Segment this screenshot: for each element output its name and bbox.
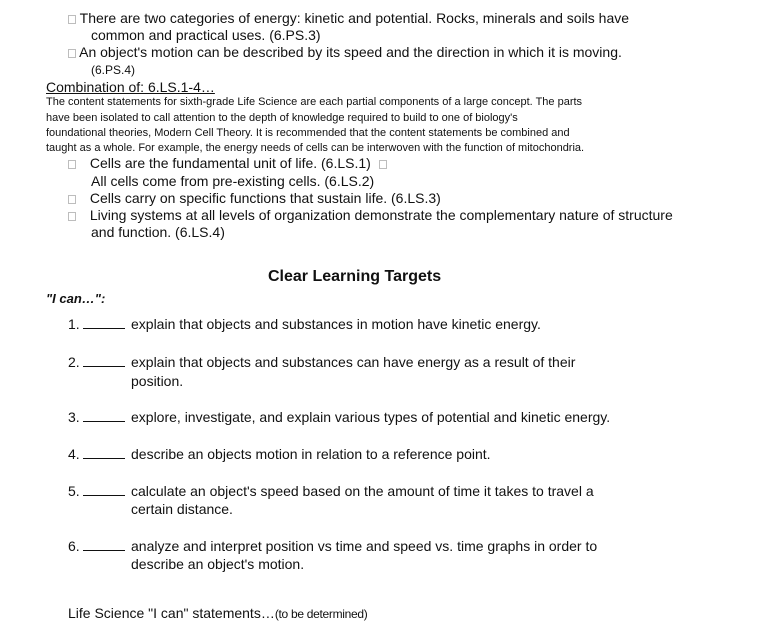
target-6	[68, 538, 125, 554]
blank-line	[83, 409, 125, 422]
target-1	[68, 316, 125, 332]
bullet-box-icon	[68, 212, 76, 221]
target-3-line1: explore, investigate, and explain various types of potential and kinetic energy.	[131, 409, 611, 425]
target-number: 4.	[68, 446, 80, 462]
paragraph-line-4: taught as a whole. For example, the energy needs of cells can be interwoven with the function of mitochondria.	[46, 142, 585, 154]
target-6-line2: describe an object's motion.	[131, 556, 305, 572]
blank-line	[83, 446, 125, 459]
ican-label: "I can…":	[46, 291, 106, 306]
ls-item-4-line2: and function. (6.LS.4)	[91, 224, 225, 240]
ls-item-2-text: All cells come from pre-existing cells. (6.LS.2)	[91, 173, 375, 189]
ps-item-2-line1: An object's motion can be described by its speed and the direction in which it is moving.	[79, 44, 622, 60]
ls-item-1	[68, 155, 387, 172]
bullet-box-icon	[68, 160, 76, 169]
ps-item-1-line1: There are two categories of energy: kinetic and potential. Rocks, minerals and soils have	[79, 10, 630, 26]
ls-item-3	[68, 190, 441, 207]
ps-item-1	[68, 10, 629, 27]
paragraph-line-2: have been isolated to call attention to the depth of knowledge required to build to one of biology's	[46, 112, 518, 124]
ls-item-3-text: Cells carry on specific functions that sustain life. (6.LS.3)	[89, 190, 441, 206]
target-2	[68, 354, 125, 370]
target-2-line2: position.	[131, 373, 184, 389]
target-6-line1: analyze and interpret position vs time and speed vs. time graphs in order to	[131, 538, 598, 554]
target-number: 6.	[68, 538, 80, 554]
paragraph-line-1: The content statements for sixth-grade Life Science are each partial components of a large concept. The parts	[46, 96, 583, 108]
target-1-line1: explain that objects and substances in motion have kinetic energy.	[131, 316, 541, 332]
ps-item-2-line2: (6.PS.4)	[91, 63, 136, 77]
target-4	[68, 446, 125, 462]
footer-note: (to be determined)	[274, 607, 368, 621]
footer-main: Life Science "I can" statements…	[68, 605, 275, 621]
target-4-line1: describe an objects motion in relation to a reference point.	[131, 446, 491, 462]
target-5	[68, 483, 125, 499]
target-number: 3.	[68, 409, 80, 425]
footer-line	[68, 605, 367, 623]
ls-item-1-text: Cells are the fundamental unit of life. (6.LS.1)	[89, 155, 371, 171]
target-number: 1.	[68, 316, 80, 332]
blank-line	[83, 483, 125, 496]
target-number: 5.	[68, 483, 80, 499]
ps-item-2	[68, 44, 622, 61]
targets-title: Clear Learning Targets	[268, 268, 442, 285]
combination-heading: Combination of: 6.LS.1-4…	[46, 79, 215, 95]
target-number: 2.	[68, 354, 80, 370]
target-2-line1: explain that objects and substances can have energy as a result of their	[131, 354, 576, 370]
target-5-line2: certain distance.	[131, 501, 233, 517]
ls-item-4	[68, 207, 673, 224]
bullet-box-icon	[68, 195, 76, 204]
bullet-box-icon	[68, 49, 76, 58]
target-5-line1: calculate an object's speed based on the amount of time it takes to travel a	[131, 483, 594, 499]
blank-line	[83, 538, 125, 551]
paragraph-line-3: foundational theories, Modern Cell Theory. It is recommended that the content statements be combined and	[46, 127, 570, 139]
target-3	[68, 409, 125, 425]
blank-line	[83, 354, 125, 367]
bullet-box-icon	[379, 160, 387, 169]
bullet-box-icon	[68, 15, 76, 24]
blank-line	[83, 316, 125, 329]
ls-item-4-line1: Living systems at all levels of organization demonstrate the complementary nature of structure	[89, 207, 673, 223]
ps-item-1-line2: common and practical uses. (6.PS.3)	[91, 27, 321, 43]
